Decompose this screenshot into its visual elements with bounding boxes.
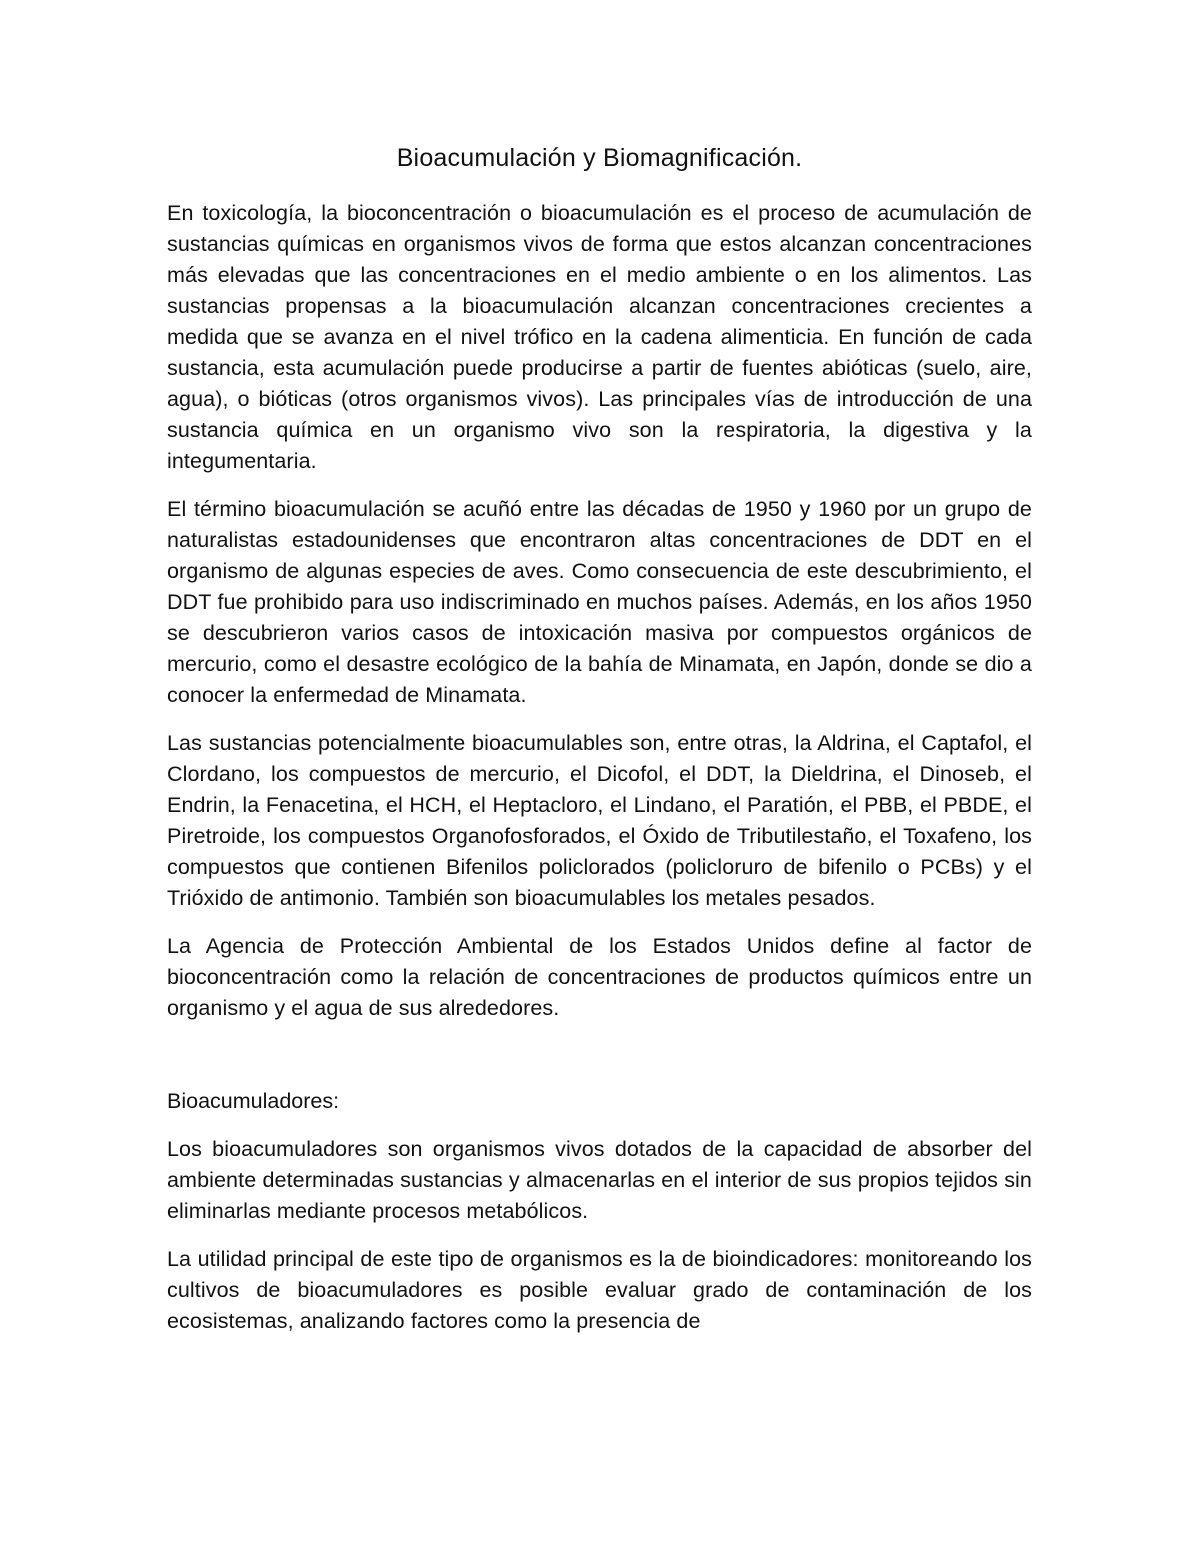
paragraph-bioaccumulable-substances: Las sustancias potencialmente bioacumulables son, entre otras, la Aldrina, el Captafol, el Clordano, los compuestos de mercurio, el Dicofol, el DDT, la Dieldrina, el Dinoseb, el Endrin, la Fenacetina, el HCH, el Heptacloro, el Lindano, el Paratión, el PBB, el PBDE, el Piretroide, los compuestos Organofosforados, el Óxido de Tributilestaño, el Toxafeno, los compuestos que contienen Bifenilos policlorados (policloruro de bifenilo o PCBs) y el Trióxido de antimonio. También son bioacumulables los metales pesados.: [167, 731, 1032, 910]
paragraph-term-history: El término bioacumulación se acuñó entre las décadas de 1950 y 1960 por un grupo de naturalistas estadounidenses que encontraron altas concentraciones de DDT en el organismo de algunas especies de aves. Como consecuencia de este descubrimiento, el DDT fue prohibido para uso indiscriminado en muchos países. Además, en los años 1950 se descubrieron varios casos de intoxicación masiva por compuestos orgánicos de mercurio, como el desastre ecológico de la bahía de Minamata, en Japón, donde se dio a conocer la enfermedad de Minamata.: [167, 497, 1032, 707]
section-heading-bioacumuladores: Bioacumuladores:: [167, 1089, 340, 1113]
paragraph-epa-definition: La Agencia de Protección Ambiental de los Estados Unidos define al factor de bioconcentración como la relación de concentraciones de productos químicos entre un organismo y el agua de sus alrededores.: [167, 934, 1032, 1020]
document-page: [167, 140, 1032, 1337]
document-title: Bioacumulación y Biomagnificación.: [396, 144, 803, 172]
paragraph-bioaccumulators-definition: Los bioacumuladores son organismos vivos dotados de la capacidad de absorber del ambiente determinadas sustancias y almacenarlas en el interior de sus propios tejidos sin eliminarlas mediante procesos metabólicos.: [167, 1137, 1032, 1223]
paragraph-bioindicators: La utilidad principal de este tipo de organismos es la de bioindicadores: monitoreando los cultivos de bioacumuladores es posible evaluar grado de contaminación de los ecosistemas, analizando factores como la presencia de: [167, 1247, 1032, 1333]
paragraph-bioaccumulation-definition: En toxicología, la bioconcentración o bioacumulación es el proceso de acumulación de sustancias químicas en organismos vivos de forma que estos alcanzan concentraciones más elevadas que las concentraciones en el medio ambiente o en los alimentos. Las sustancias propensas a la bioacumulación alcanzan concentraciones crecientes a medida que se avanza en el nivel trófico en la cadena alimenticia. En función de cada sustancia, esta acumulación puede producirse a partir de fuentes abióticas (suelo, aire, agua), o bióticas (otros organismos vivos). Las principales vías de introducción de una sustancia química en un organismo vivo son la respiratoria, la digestiva y la integumentaria.: [167, 201, 1032, 473]
blank-spacer: [167, 1041, 1032, 1086]
